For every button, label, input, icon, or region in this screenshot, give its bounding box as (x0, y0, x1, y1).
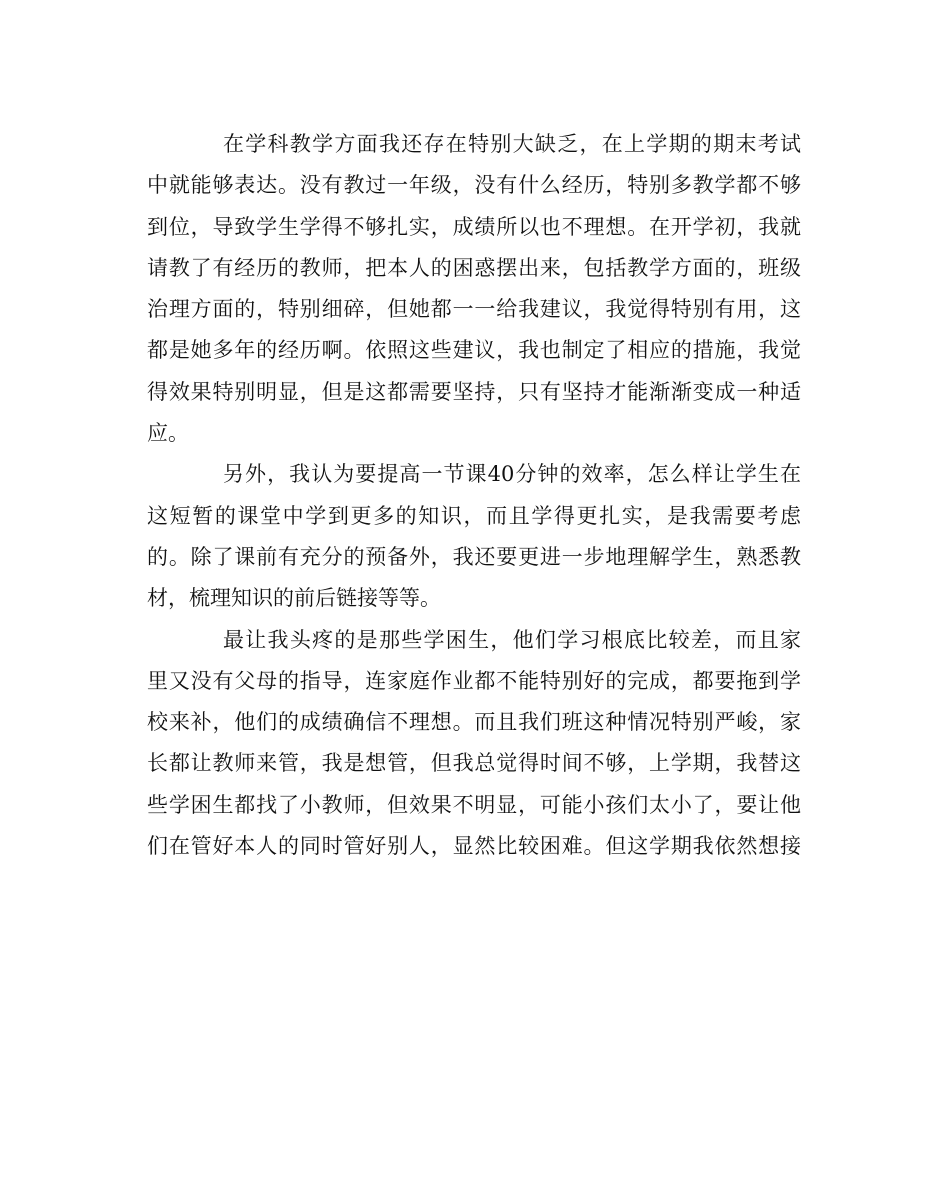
paragraph-line: 的。除了课前有充分的预备外，我还要更进一步地理解学生，熟悉教 (147, 544, 801, 569)
paragraph-line: 里又没有父母的指导，连家庭作业都不能特别好的完成，都要拖到学 (147, 668, 801, 693)
paragraph-line: 最让我头疼的是那些学困生，他们学习根底比较差，而且家 (223, 627, 801, 652)
paragraph-line: 这短暂的课堂中学到更多的知识，而且学得更扎实，是我需要考虑 (147, 503, 801, 528)
paragraph-line: 另外，我认为要提高一节课40分钟的效率，怎么样让学生在 (223, 462, 801, 487)
document-body (147, 124, 801, 867)
paragraph-line: 长都让教师来管，我是想管，但我总觉得时间不够，上学期，我替这 (147, 751, 801, 776)
paragraph-line: 到位，导致学生学得不够扎实，成绩所以也不理想。在开学初，我就 (147, 214, 801, 239)
paragraph-1 (147, 124, 801, 454)
paragraph-line: 在学科教学方面我还存在特别大缺乏，在上学期的期末考试 (223, 132, 801, 156)
paragraph-line: 们在管好本人的同时管好别人，显然比较困难。但这学期我依然想接 (147, 834, 801, 859)
paragraph-line: 请教了有经历的教师，把本人的困惑摆出来，包括教学方面的，班级 (147, 255, 801, 280)
paragraph-line: 得效果特别明显，但是这都需要坚持，只有坚持才能渐渐变成一种适 (147, 379, 801, 404)
paragraph-line: 些学困生都找了小教师，但效果不明显，可能小孩们太小了，要让他 (147, 792, 801, 817)
paragraph-3 (147, 620, 801, 868)
paragraph-line: 都是她多年的经历啊。依照这些建议，我也制定了相应的措施，我觉 (147, 338, 801, 363)
paragraph-2 (147, 454, 801, 619)
paragraph-line: 校来补，他们的成绩确信不理想。而且我们班这种情况特别严峻，家 (147, 710, 801, 735)
paragraph-line: 中就能够表达。没有教过一年级，没有什么经历，特别多教学都不够 (147, 173, 801, 198)
paragraph-line: 应。 (147, 421, 189, 446)
paragraph-line: 治理方面的，特别细碎，但她都一一给我建议，我觉得特别有用，这 (147, 297, 801, 322)
paragraph-line: 材，梳理知识的前后链接等等。 (147, 586, 441, 611)
